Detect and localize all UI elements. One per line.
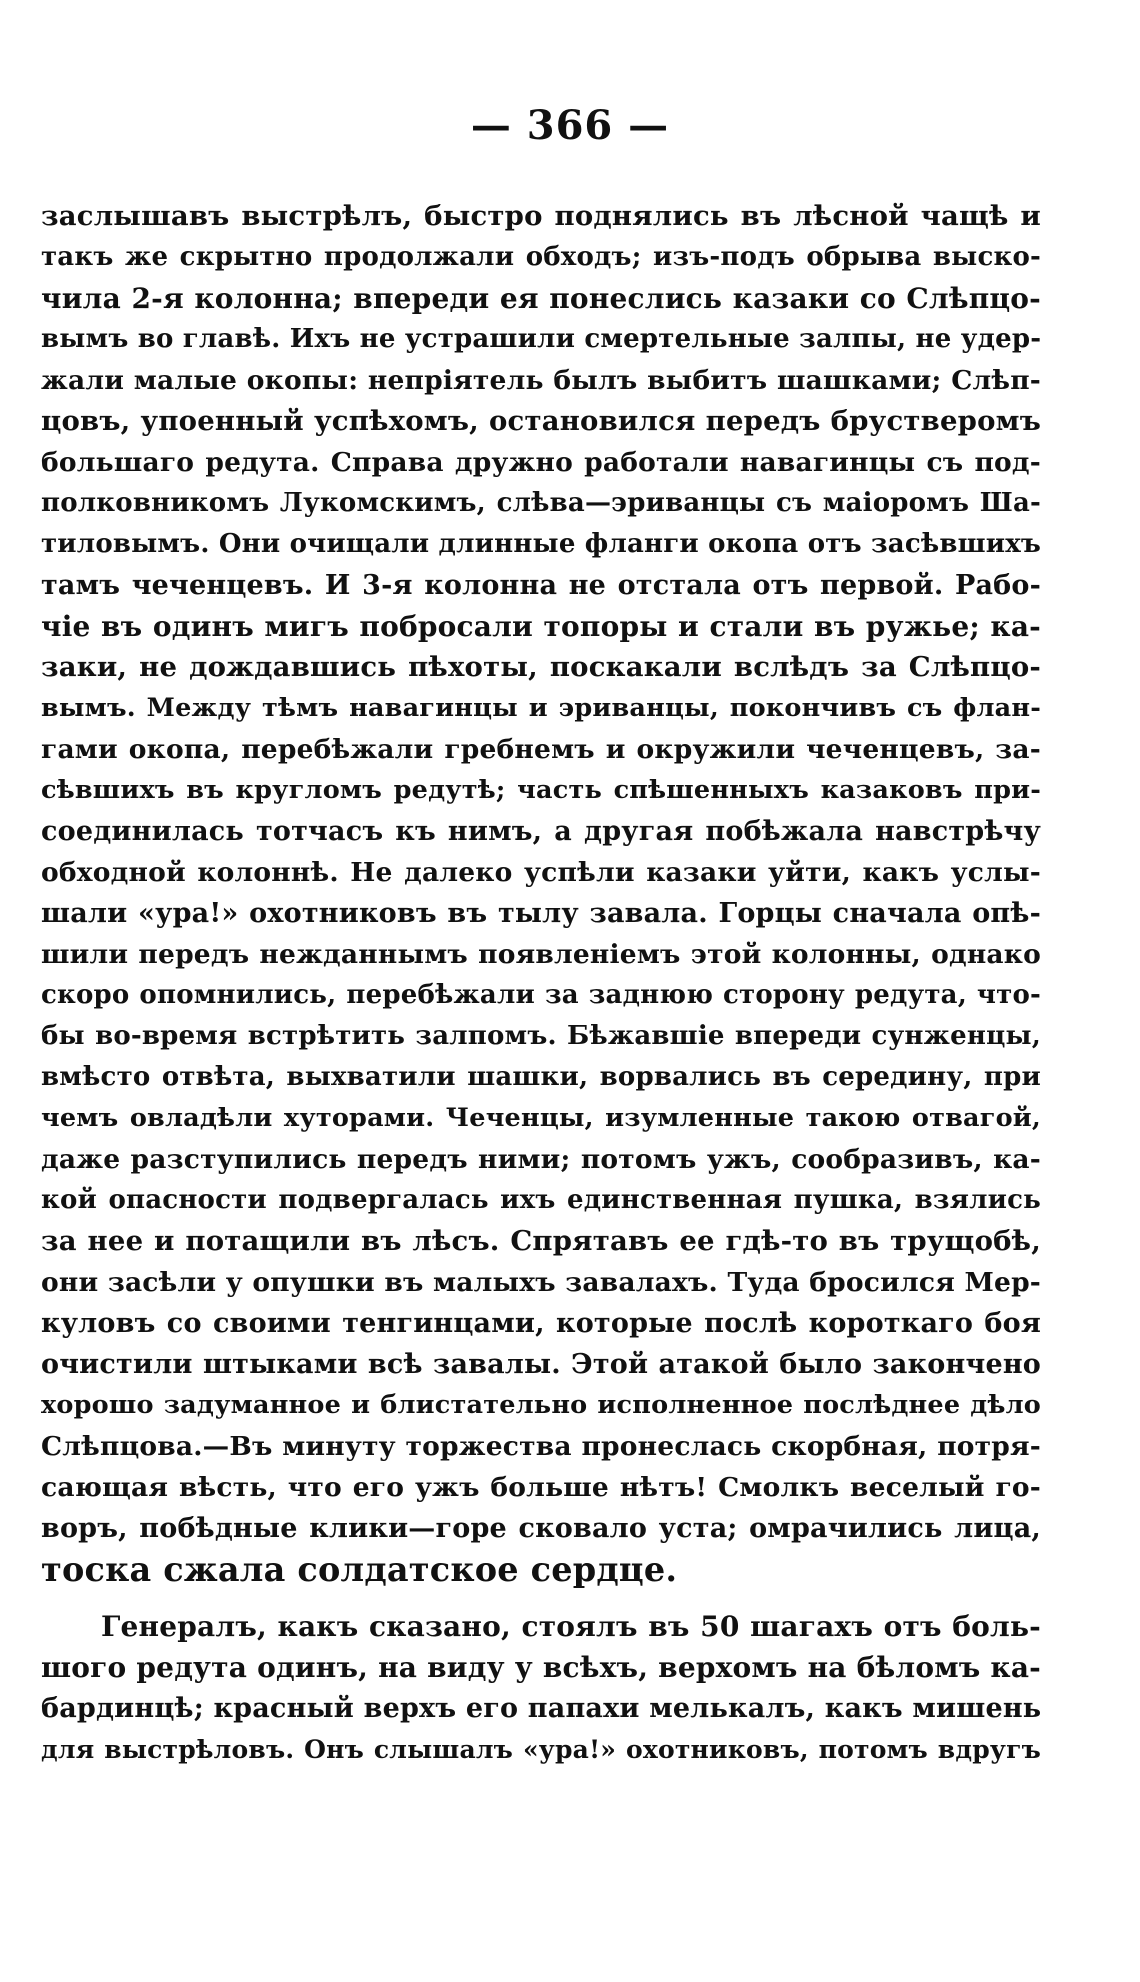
text-line: скоро опомнились, перебѣжали за заднюю сторону редута, что- bbox=[41, 980, 1041, 1010]
text-line: даже разступились передъ ними; потомъ ужъ, сообразивъ, ка- bbox=[41, 1144, 1041, 1175]
text-line: чіе въ одинъ мигъ побросали топоры и стали въ ружье; ка- bbox=[41, 610, 1041, 643]
text-line: заслышавъ выстрѣлъ, быстро поднялись въ лѣсной чащѣ и bbox=[41, 200, 1041, 232]
paragraph-2 bbox=[41, 1606, 1041, 1770]
body-text bbox=[41, 196, 1041, 1770]
text-line: хорошо задуманное и блистательно исполненное послѣднее дѣло bbox=[41, 1390, 1041, 1420]
text-line: заки, не дождавшись пѣхоты, поскакали вслѣдъ за Слѣпцо- bbox=[41, 651, 1041, 683]
paragraph-1 bbox=[41, 196, 1041, 1590]
text-line: соединилась тотчасъ къ нимъ, а другая побѣжала навстрѣчу bbox=[41, 816, 1041, 847]
text-line: чемъ овладѣли хуторами. Чеченцы, изумленные такою отвагой, bbox=[41, 1103, 1041, 1133]
text-line: бы во-время встрѣтить залпомъ. Бѣжавшіе впереди сунженцы, bbox=[41, 1021, 1041, 1051]
text-line: большаго редута. Справа дружно работали навагинцы съ под- bbox=[41, 447, 1041, 478]
text-line: обходной колоннѣ. Не далеко успѣли казаки уйти, какъ услы- bbox=[41, 857, 1041, 888]
text-line: очистили штыками всѣ завалы. Этой атакой было закончено bbox=[41, 1349, 1041, 1380]
text-line: бардинцѣ; красный верхъ его папахи мелькалъ, какъ мишень bbox=[41, 1693, 1042, 1724]
text-line: тиловымъ. Они очищали длинные фланги окопа отъ засѣвшихъ bbox=[41, 529, 1042, 559]
text-line: такъ же скрытно продолжали обходъ; изъ-подъ обрыва выско- bbox=[41, 242, 1041, 272]
text-line: они засѣли у опушки въ малыхъ завалахъ. Туда бросился Мер- bbox=[41, 1267, 1041, 1298]
text-line: полковникомъ Лукомскимъ, слѣва—эриванцы съ маіоромъ Ша- bbox=[41, 488, 1041, 518]
text-line: тоска сжала солдатское сердце. bbox=[41, 1550, 678, 1589]
paragraph-spacer bbox=[41, 1590, 1041, 1606]
text-line: гами окопа, перебѣжали гребнемъ и окружили чеченцевъ, за- bbox=[41, 734, 1041, 765]
text-line: жали малые окопы: непріятель былъ выбитъ шашками; Слѣп- bbox=[41, 365, 1041, 396]
text-line: шали «ура!» охотниковъ въ тылу завала. Горцы сначала опѣ- bbox=[41, 898, 1041, 929]
text-line: вмѣсто отвѣта, выхватили шашки, ворвались въ середину, при bbox=[41, 1062, 1041, 1092]
text-line: за нее и потащили въ лѣсъ. Спрятавъ ее гдѣ-то въ трущобѣ, bbox=[41, 1225, 1041, 1257]
text-line: сѣвшихъ въ кругломъ редутѣ; часть спѣшенныхъ казаковъ при- bbox=[41, 775, 1041, 805]
text-line: шого редута одинъ, на виду у всѣхъ, верхомъ на бѣломъ ка- bbox=[41, 1651, 1041, 1684]
text-line: куловъ со своими тенгинцами, которые послѣ короткаго боя bbox=[41, 1308, 1041, 1339]
text-line: шили передъ нежданнымъ появленіемъ этой колонны, однако bbox=[41, 939, 1041, 970]
text-line: тамъ чеченцевъ. И 3-я колонна не отстала отъ первой. Рабо- bbox=[41, 570, 1041, 601]
text-line: чила 2-я колонна; впереди ея понеслись казаки со Слѣпцо- bbox=[41, 282, 1041, 315]
page-number: — 366 — bbox=[470, 102, 670, 149]
text-line: цовъ, упоенный успѣхомъ, остановился передъ брустверомъ bbox=[41, 405, 1041, 437]
text-line: Генералъ, какъ сказано, стоялъ въ 50 шагахъ отъ боль- bbox=[101, 1610, 1041, 1643]
text-line: воръ, побѣдные клики—горе сковало уста; омрачились лица, bbox=[41, 1513, 1041, 1544]
text-line: кой опасности подвергалась ихъ единственная пушка, взялись bbox=[41, 1185, 1041, 1215]
text-line: Слѣпцова.—Въ минуту торжества пронеслась скорбная, потря- bbox=[41, 1431, 1041, 1462]
text-line: вымъ. Между тѣмъ навагинцы и эриванцы, покончивъ съ флан- bbox=[41, 693, 1041, 723]
text-line: сающая вѣсть, что его ужъ больше нѣтъ! Смолкъ веселый го- bbox=[41, 1472, 1041, 1503]
text-line: вымъ во главѣ. Ихъ не устрашили смертельные залпы, не удер- bbox=[41, 324, 1042, 354]
text-line: для выстрѣловъ. Онъ слышалъ «ура!» охотниковъ, потомъ вдругъ bbox=[41, 1735, 1041, 1764]
